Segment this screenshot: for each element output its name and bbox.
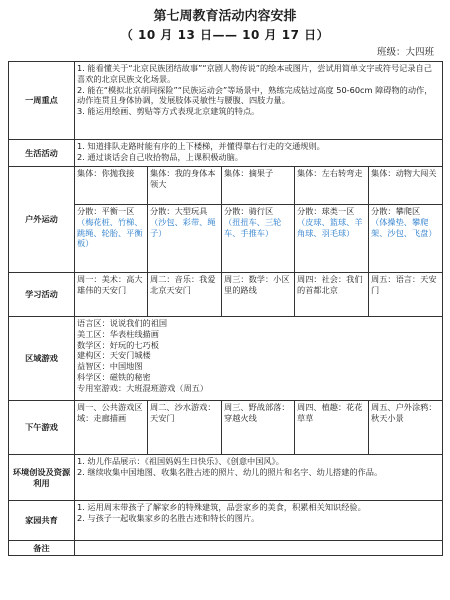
row-label-outdoor: 户外运动: [9, 167, 75, 273]
page-title: 第七周教育活动内容安排: [153, 9, 297, 24]
row-area: [9, 317, 443, 401]
outdoor-zone-cell: [148, 205, 222, 273]
study-day-cell: 周二：音乐：我爱北京天安门: [148, 273, 222, 317]
family-content: [75, 501, 443, 541]
outdoor-zone-cell: [222, 205, 295, 273]
row-label-study: 学习活动: [9, 273, 75, 317]
zone-title: 分散：大型玩具: [150, 206, 208, 216]
row-outdoor-group: [9, 167, 443, 205]
row-life: [9, 140, 443, 167]
environment-line: 1. 幼儿作品展示：《祖国妈妈生日快乐》、《创意中国风》。: [77, 456, 284, 466]
outdoor-group-cell: 集体：左右转弯走: [295, 167, 369, 205]
family-line: 2. 与孩子一起收集家乡的名胜古迹和特长的图片。: [77, 512, 260, 523]
study-day-cell: 周一：美术：高大雄伟的天安门: [75, 273, 148, 317]
area-line: 益智区：中国地图: [77, 361, 143, 372]
outdoor-group-cell: 集体：你抛我接: [75, 167, 148, 205]
row-label-area: 区域游戏: [9, 317, 75, 401]
row-label-environment: 环境创设及资源利用: [9, 455, 75, 501]
area-line: 数学区：好玩的七巧板: [77, 339, 159, 350]
zone-items: （扭扭车、三轮车、手推车）: [224, 216, 282, 238]
afternoon-day-cell: 周一、公共游戏区域：走廊描画: [75, 401, 148, 455]
row-focus: [9, 62, 443, 140]
row-study: [9, 273, 443, 317]
zone-title: 分散：攀爬区: [371, 206, 421, 216]
family-line: 1. 运用周末带孩子了解家乡的特殊建筑，品尝家乡的美食，积累相关知识经验。: [77, 502, 366, 512]
outdoor-group-cell: 集体：动物大闯关: [369, 167, 443, 205]
outdoor-zone-cell: [295, 205, 369, 273]
area-line: 语言区：说说我们的祖国: [77, 318, 168, 328]
focus-line: 1. 能看懂关于“北京民族团结故事”“京剧人物传说”的绘本或图片，尝试用简单文字或符号记录自己喜欢的北京民族文化场景。: [77, 63, 432, 84]
study-day-cell: 周五：语言：天安门: [369, 273, 443, 317]
outdoor-group-cell: 集体：摘果子: [222, 167, 295, 205]
notes-content: [75, 541, 443, 556]
life-content: [75, 140, 443, 167]
area-line: 专用室游戏：大班混班游戏（周五）: [77, 382, 209, 393]
environment-line: 2. 继续收集中国地图、收集名胜古迹的照片、幼儿的照片和名字、幼儿搭建的作品。: [77, 466, 383, 477]
afternoon-day-cell: 周五、户外涂鸦：秋天小景: [369, 401, 443, 455]
zone-items: （梅花桩、竹梯、跳绳、轮胎、平衡板）: [77, 216, 143, 249]
row-family: [9, 501, 443, 541]
zone-title: 分散：骑行区: [224, 206, 274, 216]
outdoor-zone-cell: [369, 205, 443, 273]
zone-items: （体操垫、攀爬架、沙包、飞盘）: [371, 216, 437, 238]
study-day-cell: 周四：社会：我们的首都北京: [295, 273, 369, 317]
environment-content: [75, 455, 443, 501]
afternoon-day-cell: 周四、植趣：花花草草: [295, 401, 369, 455]
row-label-life: 生活活动: [9, 140, 75, 167]
zone-items: （沙包、彩带、绳子）: [150, 216, 216, 238]
row-label-notes: 备注: [9, 541, 75, 556]
focus-content: [75, 62, 443, 140]
row-notes: [9, 541, 443, 556]
area-line: 科学区：磁铁的秘密: [77, 371, 151, 382]
zone-items: （皮球、篮球、羊角球、羽毛球）: [297, 216, 363, 238]
study-day-cell: 周三：数学：小区里的路线: [222, 273, 295, 317]
row-environment: [9, 455, 443, 501]
afternoon-day-cell: 周二、沙水游戏：天安门: [148, 401, 222, 455]
date-range: （ 10 月 13 日—— 10 月 17 日）: [120, 28, 330, 42]
class-label: 班级：大四班: [376, 47, 434, 58]
focus-line: 2. 能在“模拟北京胡同探险”“民族运动会”等场景中，熟练完成钻过高度 50-60cm 障碍物的动作，动作连贯且身体协调，发展肢体灵敏性与腰腹、四肢力量。: [77, 84, 433, 106]
row-afternoon: [9, 401, 443, 455]
outdoor-group-cell: 集体：我的身体本领大: [148, 167, 222, 205]
row-label-family: 家园共育: [9, 501, 75, 541]
life-line: 1. 知道排队走路时能有序的上下楼梯，并懂得靠右行走的交通规则。: [77, 141, 325, 151]
row-label-afternoon: 下午游戏: [9, 401, 75, 455]
row-outdoor-zones: [9, 205, 443, 273]
activity-table: [8, 61, 443, 556]
area-line: 建构区：天安门城楼: [77, 350, 151, 361]
zone-title: 分散：球类一区: [297, 206, 355, 216]
zone-title: 分散：平衡一区: [77, 206, 135, 216]
area-content: [75, 317, 443, 401]
row-label-focus: 一周重点: [9, 62, 75, 140]
afternoon-day-cell: 周三、野战部落：穿越火线: [222, 401, 295, 455]
life-line: 2. 通过谈话会自己收拾物品，上课积极动脑。: [77, 151, 243, 162]
focus-line: 3. 能运用绘画、剪贴等方式表现北京建筑的特点。: [77, 106, 260, 117]
outdoor-zone-cell: [75, 205, 148, 273]
area-line: 美工区：华表柱线描画: [77, 328, 159, 339]
